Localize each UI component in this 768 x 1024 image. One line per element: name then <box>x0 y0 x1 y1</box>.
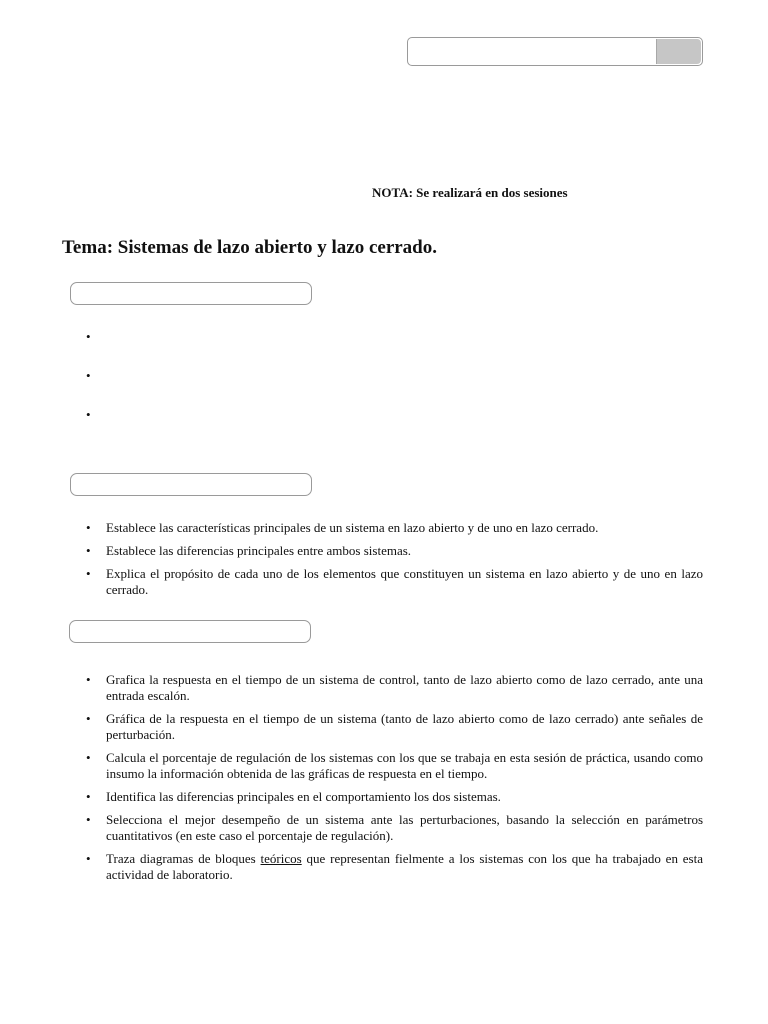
list-item: • Selecciona el mejor desempeño de un sistema ante las perturbaciones, basando la selección en parámetros cuantitativos (en este caso el porcentaje de regulación). <box>86 812 703 843</box>
underlined-word: teóricos <box>260 851 302 866</box>
section-3-list <box>62 672 703 883</box>
list-item: • <box>86 329 91 344</box>
list-item: • <box>86 407 91 422</box>
list-item: • Traza diagramas de bloques teóricos que representan fielmente a los sistemas con los que ha trabajado en esta actividad de laboratorio. <box>86 851 703 882</box>
list-item: • <box>86 368 91 383</box>
list-item: • Gráfica de la respuesta en el tiempo de un sistema (tanto de lazo abierto como de lazo cerrado) ante señales de perturbación. <box>86 711 703 742</box>
nota-text: NOTA: Se realizará en dos sesiones <box>372 185 568 200</box>
list-item: • Grafica la respuesta en el tiempo de un sistema de control, tanto de lazo abierto como de lazo cerrado, ante una entrada escalón. <box>86 672 703 703</box>
list-item: • Identifica las diferencias principales en el comportamiento los dos sistemas. <box>86 789 501 804</box>
list-item: • Explica el propósito de cada uno de los elementos que constituyen un sistema en lazo abierto y de uno en lazo cerrado. <box>86 566 703 597</box>
list-item: • Calcula el porcentaje de regulación de los sistemas con los que se trabaja en esta sesión de práctica, usando como insumo la información obtenida de las gráficas de respuesta en el tiempo. <box>86 750 703 781</box>
section-2-list <box>62 520 703 598</box>
section-3-heading-box <box>69 620 311 643</box>
header-field <box>407 37 703 66</box>
list-item: • Establece las características principales de un sistema en lazo abierto y de uno en lazo cerrado. <box>86 520 599 535</box>
list-item: • Establece las diferencias principales entre ambos sistemas. <box>86 543 412 558</box>
section-1-heading-box <box>70 282 312 305</box>
section-2-heading-box <box>70 473 312 496</box>
section-1-list <box>62 329 702 446</box>
header-field-tab <box>656 39 701 64</box>
page-title: Tema: Sistemas de lazo abierto y lazo cerrado. <box>62 237 437 258</box>
